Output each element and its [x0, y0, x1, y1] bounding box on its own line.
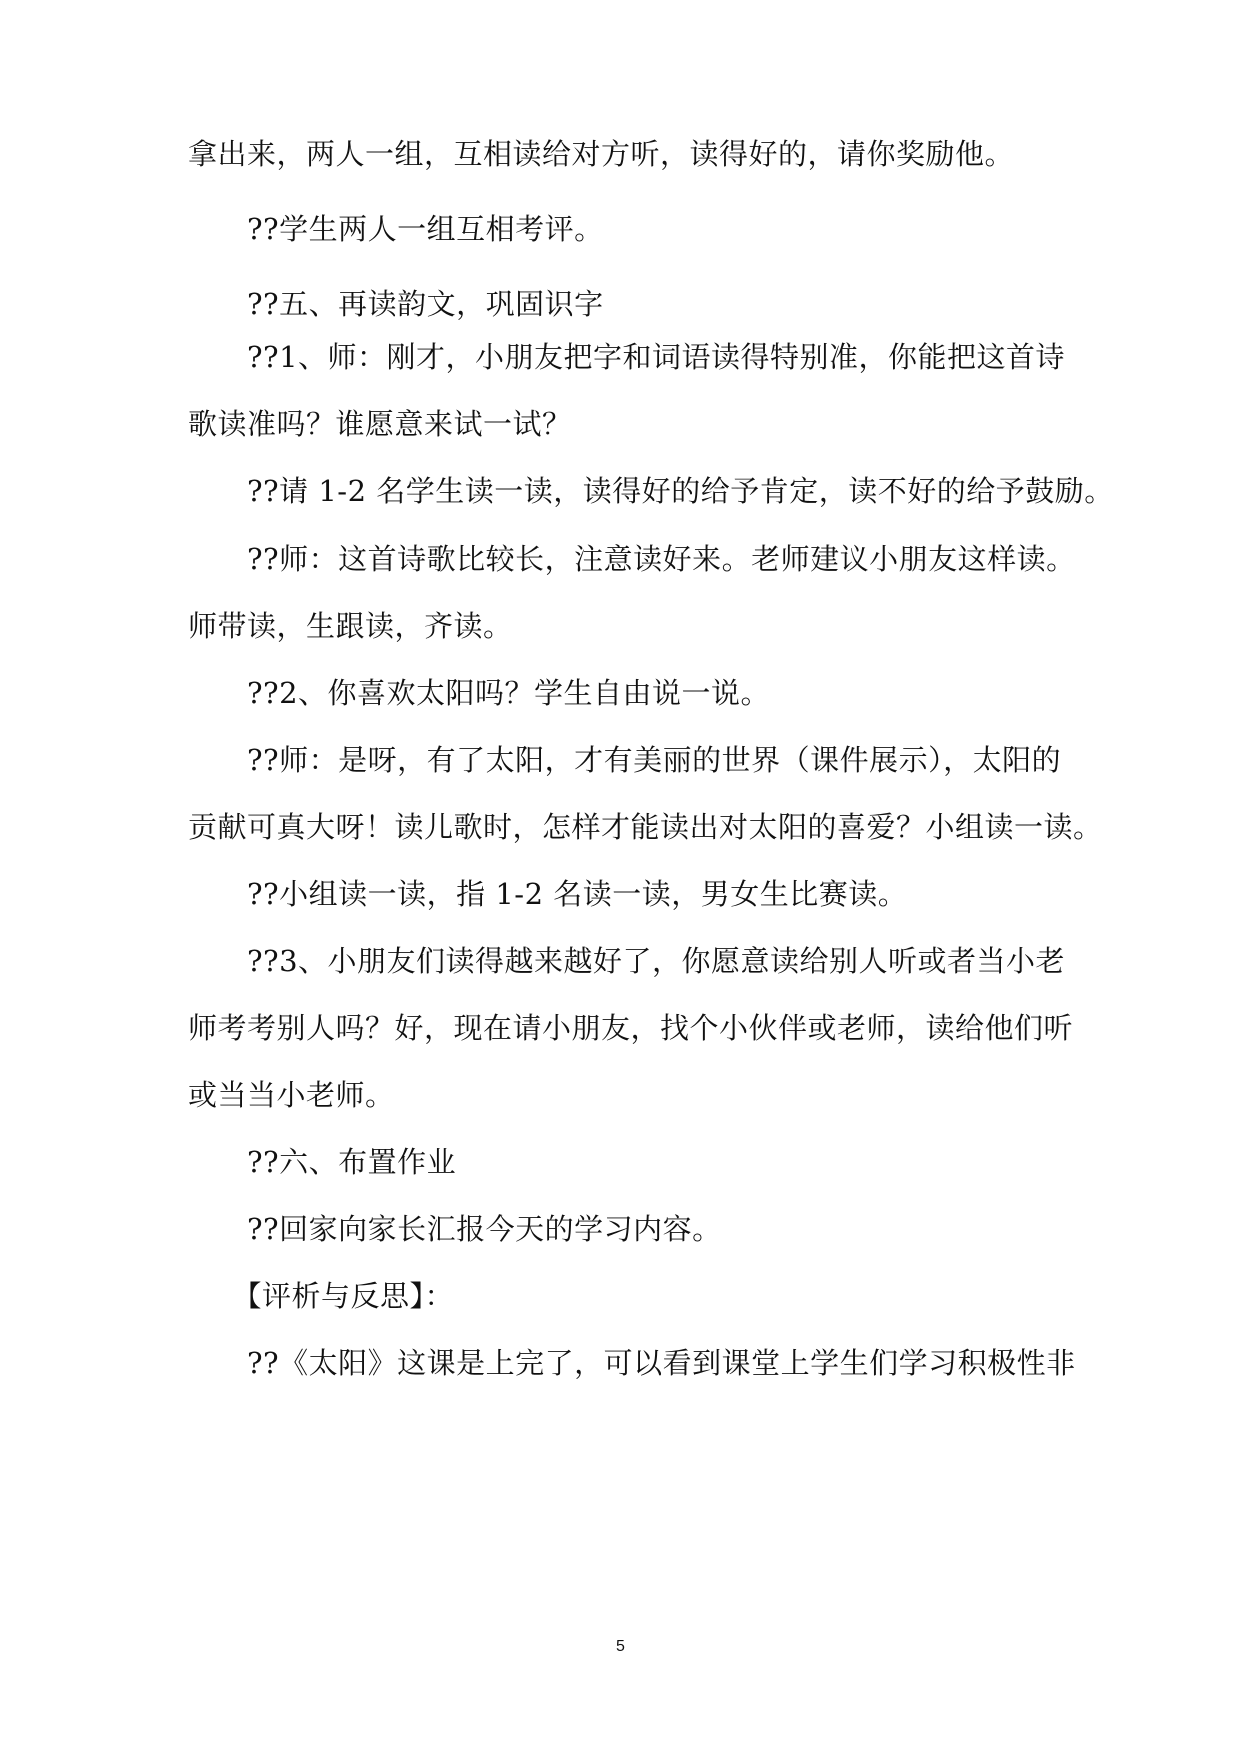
text-line: 师考考别人吗？好，现在请小朋友，找个小伙伴或老师，读给他们听: [188, 1011, 1074, 1045]
text-line: 师带读，生跟读，齐读。: [188, 609, 513, 643]
page-number: 5: [616, 1638, 625, 1655]
text-line: ??请 1-2 名学生读一读，读得好的给予肯定，读不好的给予鼓励。: [188, 474, 1114, 508]
text-line: 或当当小老师。: [188, 1078, 395, 1112]
text-line: ??五、再读韵文，巩固识字: [188, 287, 604, 321]
text-line: ??师：这首诗歌比较长，注意读好来。老师建议小朋友这样读。: [188, 542, 1076, 576]
text-line: ??《太阳》这课是上完了，可以看到课堂上学生们学习积极性非: [188, 1346, 1076, 1380]
text-line: 【评析与反思】：: [188, 1279, 455, 1313]
text-line: ??2、你喜欢太阳吗？学生自由说一说。: [188, 676, 771, 710]
text-line: ??学生两人一组互相考评。: [188, 212, 604, 246]
text-line: ??小组读一读，指 1-2 名读一读，男女生比赛读。: [188, 877, 908, 911]
text-line: ??1、师：刚才，小朋友把字和词语读得特别准，你能把这首诗: [188, 340, 1066, 374]
text-line: ??3、小朋友们读得越来越好了，你愿意读给别人听或者当小老: [188, 944, 1066, 978]
text-line: ??师：是呀，有了太阳，才有美丽的世界（课件展示），太阳的: [188, 743, 1062, 777]
text-line: ??六、布置作业: [188, 1145, 457, 1179]
text-line: 贡献可真大呀！读儿歌时，怎样才能读出对太阳的喜爱？小组读一读。: [188, 810, 1103, 844]
text-line: 歌读准吗？谁愿意来试一试？: [188, 407, 572, 441]
text-line: ??回家向家长汇报今天的学习内容。: [188, 1212, 722, 1246]
text-line: 拿出来，两人一组，互相读给对方听，读得好的，请你奖励他。: [188, 137, 1015, 171]
